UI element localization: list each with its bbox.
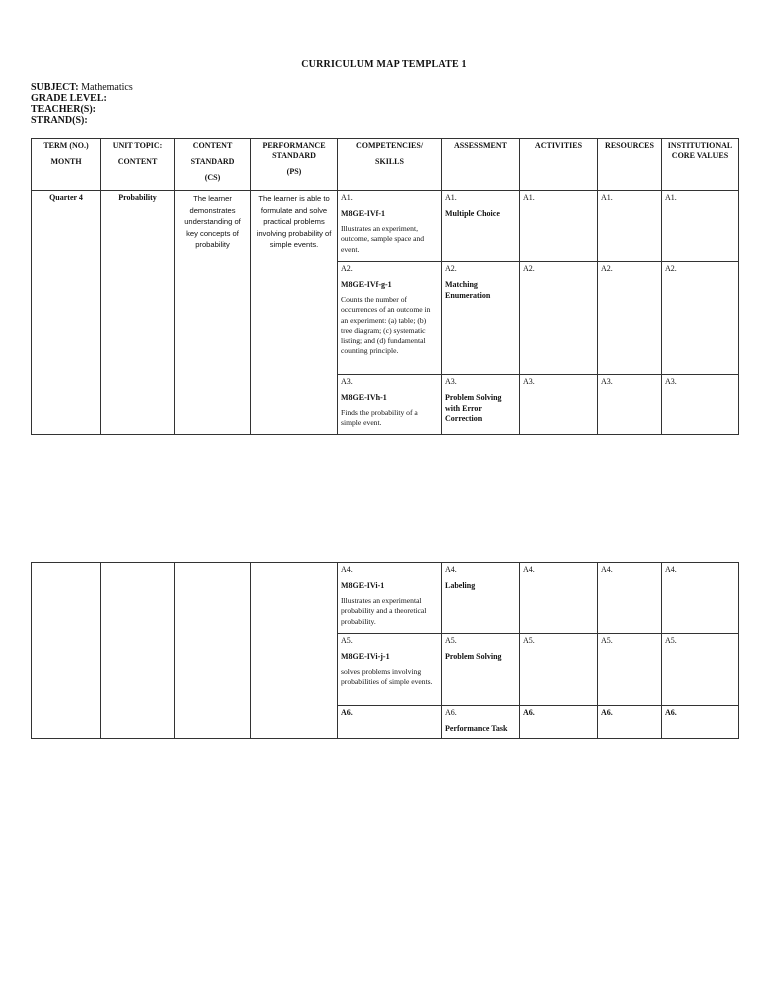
header-unit-topic: UNIT TOPIC: CONTENT <box>101 139 175 191</box>
header-row <box>32 139 739 191</box>
assessment-cell: A5. Problem Solving <box>442 634 520 706</box>
header-performance-standard: PERFORMANCE STANDARD (PS) <box>251 139 338 191</box>
subject-value: Mathematics <box>81 82 133 93</box>
curriculum-map-table-continued <box>31 562 739 739</box>
assessment-cell: A6. Performance Task <box>442 706 520 739</box>
unit-topic-cell: Probability <box>101 191 175 435</box>
competency-cell: A1. M8GE-IVf-1 Illustrates an experiment, outcome, sample space and event. <box>338 191 442 262</box>
activities-cell: A6. <box>520 706 598 739</box>
header-content-standard: CONTENT STANDARD (CS) <box>175 139 251 191</box>
content-standard-cell: The learner demonstrates understanding of key concepts of probability <box>175 191 251 435</box>
assessment-cell: A2. Matching Enumeration <box>442 262 520 375</box>
core-values-cell: A1. <box>662 191 739 262</box>
resources-cell: A4. <box>598 563 662 634</box>
header-activities: ACTIVITIES <box>520 139 598 191</box>
document-title: CURRICULUM MAP TEMPLATE 1 <box>301 59 467 70</box>
curriculum-map-table <box>31 138 739 435</box>
resources-cell: A3. <box>598 375 662 435</box>
core-values-cell: A4. <box>662 563 739 634</box>
document-meta <box>31 82 133 126</box>
assessment-cell: A1. Multiple Choice <box>442 191 520 262</box>
resources-cell: A2. <box>598 262 662 375</box>
core-values-cell: A3. <box>662 375 739 435</box>
competency-cell: A3. M8GE-IVh-1 Finds the probability of a simple event. <box>338 375 442 435</box>
header-term: TERM (NO.) MONTH <box>32 139 101 191</box>
grade-level-line: GRADE LEVEL: <box>31 93 107 104</box>
resources-cell: A6. <box>598 706 662 739</box>
resources-cell: A5. <box>598 634 662 706</box>
table-row <box>32 191 739 262</box>
activities-cell: A2. <box>520 262 598 375</box>
core-values-cell: A2. <box>662 262 739 375</box>
core-values-cell: A6. <box>662 706 739 739</box>
header-resources: RESOURCES <box>598 139 662 191</box>
core-values-cell: A5. <box>662 634 739 706</box>
activities-cell: A3. <box>520 375 598 435</box>
competency-cell: A5. M8GE-IVi-j-1 solves problems involving probabilities of simple events. <box>338 634 442 706</box>
assessment-cell: A3. Problem Solving with Error Correction <box>442 375 520 435</box>
activities-cell: A5. <box>520 634 598 706</box>
table-row <box>32 563 739 634</box>
header-competencies: COMPETENCIES/ SKILLS <box>338 139 442 191</box>
unit-topic-cell <box>101 563 175 739</box>
header-core-values: INSTITUTIONAL CORE VALUES <box>662 139 739 191</box>
competency-cell: A4. M8GE-IVi-1 Illustrates an experimental probability and a theoretical probability. <box>338 563 442 634</box>
term-cell: Quarter 4 <box>32 191 101 435</box>
competency-cell: A2. M8GE-IVf-g-1 Counts the number of occurrences of an outcome in an experiment: (a) table; (b) tree diagram; (c) systematic listing; and (d) fundamental counting principle. <box>338 262 442 375</box>
content-standard-cell <box>175 563 251 739</box>
activities-cell: A1. <box>520 191 598 262</box>
header-assessment: ASSESSMENT <box>442 139 520 191</box>
resources-cell: A1. <box>598 191 662 262</box>
teacher-line: TEACHER(S): <box>31 104 97 115</box>
term-cell <box>32 563 101 739</box>
assessment-cell: A4. Labeling <box>442 563 520 634</box>
strand-line: STRAND(S): <box>31 115 88 126</box>
performance-standard-cell: The learner is able to formulate and solve practical problems involving probability of simple events. <box>251 191 338 435</box>
subject-line: SUBJECT: Mathematics <box>31 82 133 93</box>
activities-cell: A4. <box>520 563 598 634</box>
competency-cell: A6. <box>338 706 442 739</box>
performance-standard-cell <box>251 563 338 739</box>
